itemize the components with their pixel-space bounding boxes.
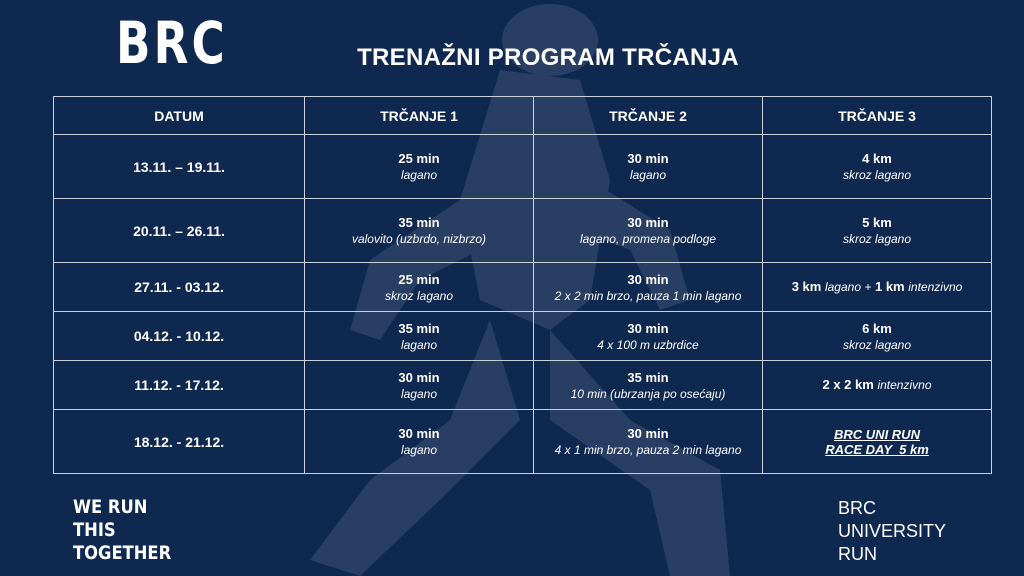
run3-cell	[763, 410, 992, 474]
table-row	[54, 263, 992, 312]
run-description: skroz lagano	[384, 288, 454, 303]
run1-cell	[305, 199, 534, 263]
run2-cell	[534, 263, 763, 312]
date-cell: 20.11. – 26.11.	[54, 199, 305, 263]
run-duration: 30 min	[627, 426, 669, 441]
run-duration: 35 min	[398, 320, 440, 336]
run3-cell	[763, 135, 992, 199]
run-description: 10 min (ubrzanja po osećaju)	[570, 386, 726, 401]
run2-cell	[534, 135, 763, 199]
run-description: 4 x 1 min brzo, pauza 2 min lagano	[554, 443, 742, 457]
run-duration: 30 min	[398, 426, 440, 441]
run-description: intenzivno	[908, 280, 963, 294]
run-duration: 25 min	[398, 271, 440, 287]
brc-logo: BRC	[116, 9, 228, 77]
table-row	[54, 312, 992, 361]
run-description: lagano	[400, 386, 438, 401]
run2-cell	[534, 410, 763, 474]
column-header-date: DATUM	[54, 97, 305, 135]
run-distance: 3 km	[791, 279, 822, 294]
run2-cell	[534, 312, 763, 361]
run2-cell	[534, 199, 763, 263]
table-row	[54, 410, 992, 474]
run-distance: 6 km	[862, 320, 892, 336]
run-duration: 30 min	[398, 369, 440, 385]
run3-cell	[763, 263, 992, 312]
run-distance: 2 x 2 km	[822, 377, 874, 392]
slogan-line: TOGETHER	[73, 542, 172, 564]
brand-line: UNIVERSITY	[838, 521, 947, 541]
column-header-run2: TRČANJE 2	[534, 97, 763, 135]
run-distance: 1 km	[874, 279, 905, 294]
run-description: lagano	[400, 168, 438, 182]
run1-cell	[305, 361, 534, 410]
run3-cell	[763, 361, 992, 410]
run-distance: 5 km	[862, 215, 892, 230]
run1-cell	[305, 135, 534, 199]
slogan	[73, 496, 171, 565]
run3-cell	[763, 199, 992, 263]
run-description: skroz lagano	[842, 168, 912, 182]
table-row	[54, 135, 992, 199]
brand-line: RUN	[838, 544, 877, 564]
run-description: skroz lagano	[842, 232, 912, 246]
run-duration: 30 min	[627, 151, 669, 166]
column-header-run1: TRČANJE 1	[305, 97, 534, 135]
run-duration: 30 min	[627, 271, 669, 287]
date-cell: 13.11. – 19.11.	[54, 135, 305, 199]
date-cell: 11.12. - 17.12.	[54, 361, 305, 410]
run-description: skroz lagano	[842, 337, 912, 352]
table-header-row	[54, 97, 992, 135]
run2-cell	[534, 361, 763, 410]
run-description: 2 x 2 min brzo, pauza 1 min lagano	[554, 288, 742, 303]
run-description: lagano	[629, 168, 667, 182]
date-cell: 18.12. - 21.12.	[54, 410, 305, 474]
table-row	[54, 199, 992, 263]
run-duration: 25 min	[398, 151, 440, 166]
run1-cell	[305, 263, 534, 312]
run-description: intenzivno	[877, 378, 932, 392]
date-cell: 04.12. - 10.12.	[54, 312, 305, 361]
run-duration: 30 min	[627, 320, 669, 336]
run1-cell	[305, 410, 534, 474]
run-duration: 35 min	[398, 215, 440, 230]
column-header-run3: TRČANJE 3	[763, 97, 992, 135]
slogan-line: THIS	[73, 519, 116, 541]
run-description: 4 x 100 m uzbrdice	[597, 337, 699, 352]
run-duration: 30 min	[627, 215, 669, 230]
run-description: lagano, promena podloge	[579, 232, 717, 246]
training-table	[53, 96, 992, 474]
race-title: BRC UNI RUN	[834, 426, 920, 442]
page-title: TRENAŽNI PROGRAM TRČANJA	[357, 44, 739, 71]
run-description: lagano +	[824, 280, 872, 294]
race-day: RACE DAY 5 km	[825, 441, 929, 457]
run-description: lagano	[400, 443, 438, 457]
date-cell: 27.11. - 03.12.	[54, 263, 305, 312]
run-description: lagano	[400, 337, 438, 352]
slogan-line: WE RUN	[73, 496, 148, 518]
run-description: valovito (uzbrdo, nizbrzo)	[351, 232, 487, 246]
brand-name	[838, 497, 946, 566]
table-row	[54, 361, 992, 410]
run-duration: 35 min	[627, 369, 669, 385]
brand-line: BRC	[838, 498, 877, 518]
run3-cell	[763, 312, 992, 361]
run-distance: 4 km	[862, 151, 892, 166]
run1-cell	[305, 312, 534, 361]
